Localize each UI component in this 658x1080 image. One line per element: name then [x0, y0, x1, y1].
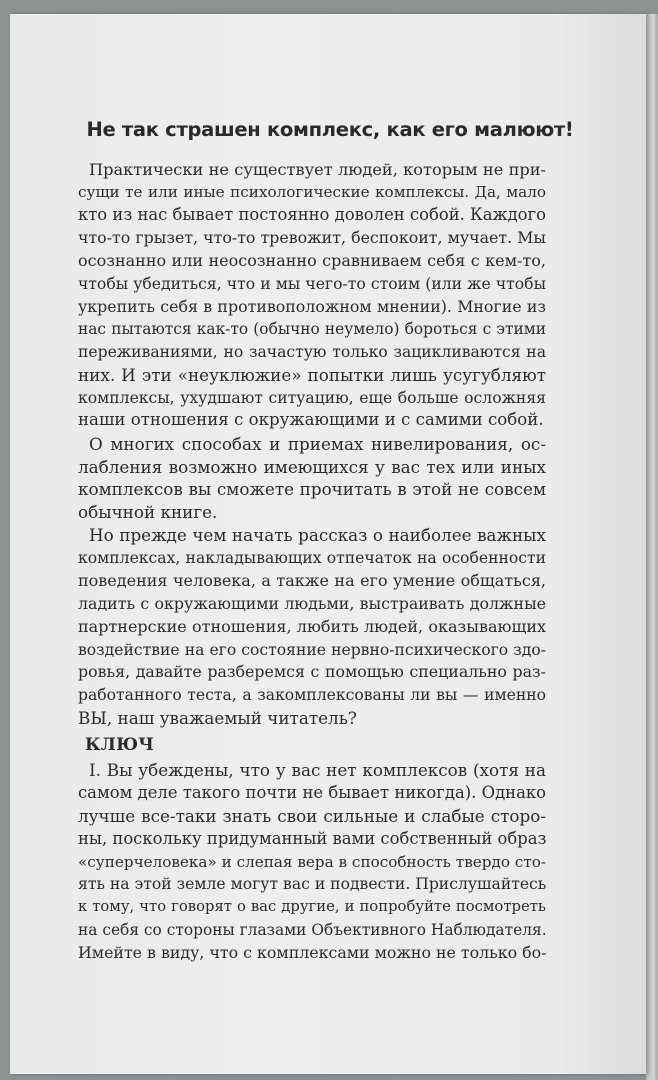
text-line: поведения человека, а также на его умение общаться,	[78, 571, 546, 590]
text-line: них. И эти «неуклюжие» попытки лишь усугубляют	[78, 365, 546, 385]
text-line: комплексах, накладывающих отпечаток на особенности	[78, 549, 546, 567]
text-line: ять на этой земле могут вас и подвести. Прислушайтесь	[78, 875, 547, 893]
text-line: кто из нас бывает постоянно доволен собой. Каждого	[78, 205, 546, 224]
text-line: самом деле такого почти не бывает никогда). Однако	[78, 783, 546, 802]
text-line: нас пытаются как-то (обычно неумело) бороться с этими	[78, 320, 546, 338]
text-line: чтобы убедиться, что и мы чего-то стоим (или же чтобы	[78, 275, 546, 293]
text-line: переживаниями, но зачастую только зацикливаются на	[78, 343, 546, 361]
text-line: Имейте в виду, что с комплексами можно не только бо-	[78, 943, 547, 962]
text-line: работанного теста, а закомплексованы ли вы — именно	[78, 686, 546, 704]
text-line: Практически не существует людей, которым не при-	[89, 160, 546, 179]
text-line: воздействие на его состояние нервно-психического здо-	[78, 641, 546, 659]
text-line: ладить с окружающими людьми, выстраивать должные	[78, 594, 546, 613]
text-line: комплексы, ухудшают ситуацию, еще больше осложняя	[78, 389, 546, 407]
text-line: что-то грызет, что-то тревожит, беспокоит, мучает. Мы	[78, 228, 546, 247]
text-line: на себя со стороны глазами Объективного Наблюдателя.	[78, 921, 547, 939]
text-line: сущи те или иные психологические комплексы. Да, мало	[78, 183, 546, 201]
text-line: О многих способах и приемах нивелирования, ос-	[89, 434, 546, 454]
text-line: ВЫ, наш уважаемый читатель?	[78, 708, 357, 728]
text-line: ны, поскольку придуманный вами собственный образ	[78, 829, 547, 848]
text-line: лучше все-таки знать свои сильные и слабые сторо-	[78, 806, 546, 826]
text-line: ровья, давайте разберемся с помощью специально раз-	[78, 662, 546, 681]
key-heading: КЛЮЧ	[85, 735, 155, 755]
text-line: «суперчеловека» и слепая вера в способность твердо сто-	[78, 853, 546, 871]
page-edge	[646, 14, 658, 1080]
text-line: лабления возможно имеющихся у вас тех или иных	[78, 457, 546, 477]
text-line: укрепить себя в противоположном мнении). Многие из	[78, 297, 546, 316]
text-line: партнерские отношения, любить людей, оказывающих	[78, 617, 546, 636]
text-line: Но прежде чем начать рассказ о наиболее важных	[89, 525, 546, 545]
text-line: I. Вы убеждены, что у вас нет комплексов (хотя на	[89, 760, 546, 780]
text-line: комплексов вы сможете прочитать в этой не совсем	[78, 479, 546, 499]
text-line: к тому, что говорят о вас другие, и попробуйте посмотреть	[78, 898, 546, 915]
text-line: обычной книге.	[78, 502, 218, 522]
text-line: наши отношения с окружающими и с самими собой.	[78, 410, 544, 429]
text-line: осознанно или неосознанно сравниваем себя с кем-то,	[78, 251, 546, 270]
chapter-title: Не так страшен комплекс, как его малюют!	[86, 118, 574, 141]
